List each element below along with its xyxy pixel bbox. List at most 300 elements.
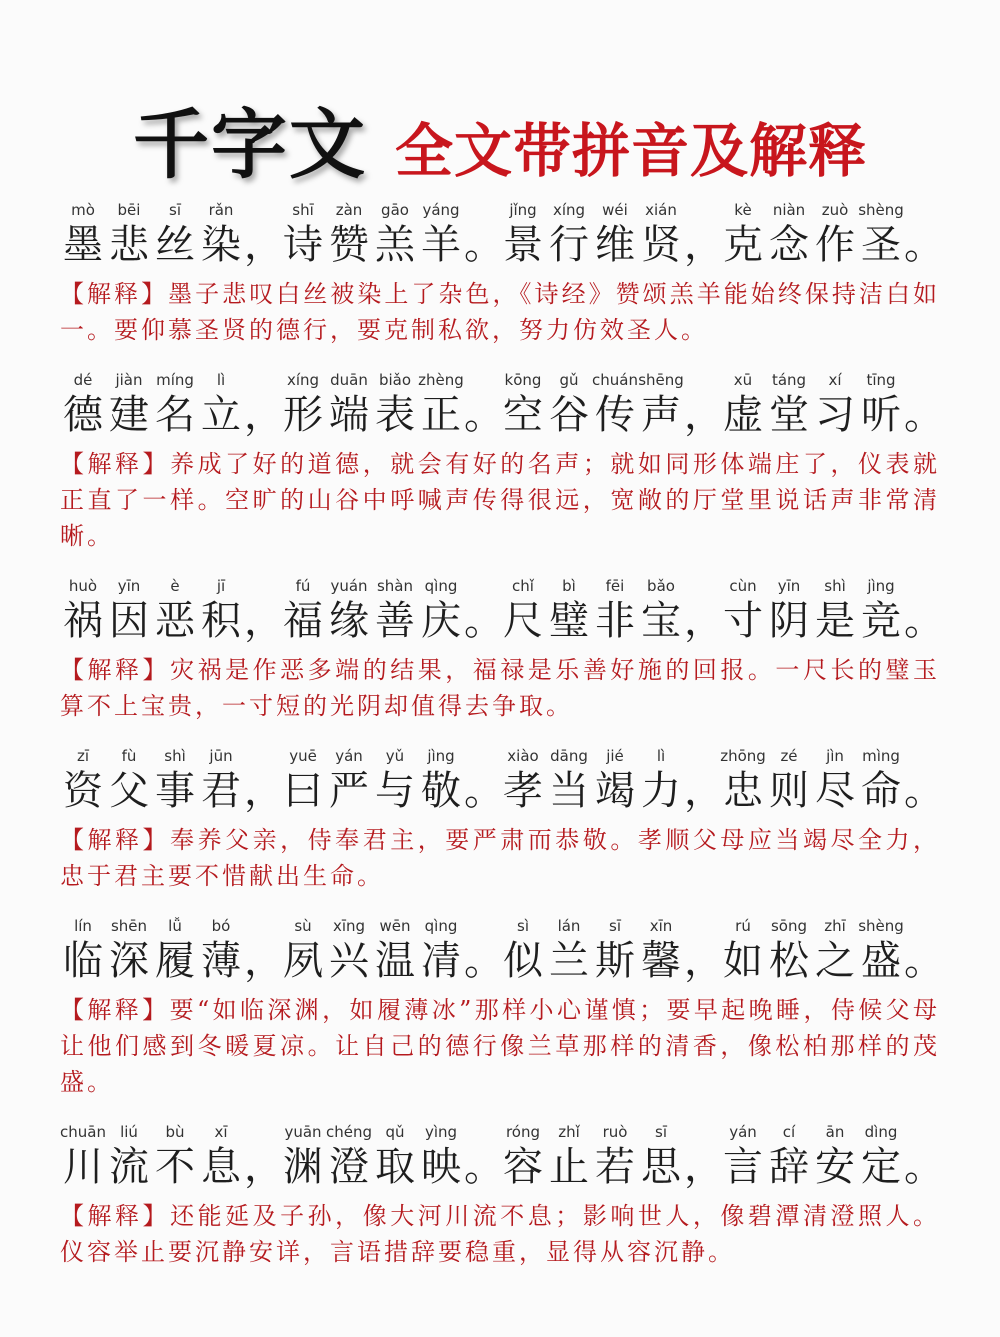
character-with-pinyin: [858, 200, 904, 270]
character-with-pinyin: [500, 370, 546, 440]
pinyin: zhèng: [418, 371, 464, 389]
verse-line: [60, 1118, 944, 1192]
pinyin: yǔ: [385, 747, 405, 765]
verse-sections: [60, 196, 944, 1288]
punctuation: ，: [244, 392, 284, 438]
verse-section: [60, 912, 944, 1100]
verse-phrase: [60, 576, 284, 646]
pinyin: yìng: [424, 1123, 458, 1141]
hanzi: 夙: [283, 938, 323, 984]
title-row: [0, 84, 1000, 193]
hanzi: 严: [329, 768, 369, 814]
character-with-pinyin: [198, 200, 244, 270]
hanzi: 松: [769, 938, 809, 984]
pinyin: rǎn: [208, 201, 234, 219]
pinyin: shàn: [376, 577, 414, 595]
character-with-pinyin: [500, 916, 546, 986]
character-with-pinyin: [106, 370, 152, 440]
pinyin: sù: [294, 917, 312, 935]
hanzi: 流: [109, 1144, 149, 1190]
hanzi: 容: [503, 1144, 543, 1190]
hanzi: 馨: [641, 938, 681, 984]
pinyin: lán: [557, 917, 581, 935]
verse-section: [60, 742, 944, 894]
pinyin: xíng: [552, 201, 586, 219]
character-with-pinyin: [60, 576, 106, 646]
pinyin: yīn: [777, 577, 801, 595]
pinyin: bǎo: [647, 577, 675, 595]
hanzi: 丝: [155, 222, 195, 268]
hanzi: 止: [549, 1144, 589, 1190]
hanzi: 圣: [861, 222, 901, 268]
character-with-pinyin: [326, 370, 372, 440]
hanzi: 形: [283, 392, 323, 438]
hanzi: 温: [375, 938, 415, 984]
hanzi: 名: [155, 392, 195, 438]
character-with-pinyin: [152, 370, 198, 440]
hanzi: 竞: [861, 598, 901, 644]
punctuation: 。: [464, 598, 504, 644]
verse-phrase: [500, 200, 724, 270]
hanzi: 辞: [769, 1144, 809, 1190]
character-with-pinyin: [592, 916, 638, 986]
verse-phrase: [280, 200, 504, 270]
hanzi: 善: [375, 598, 415, 644]
pinyin: jiàn: [115, 371, 143, 389]
verse-phrase: [280, 1122, 504, 1192]
character-with-pinyin: [720, 916, 766, 986]
character-with-pinyin: [766, 916, 812, 986]
verse-phrase: [720, 200, 944, 270]
pinyin: shī: [292, 201, 314, 219]
pinyin: shì: [824, 577, 846, 595]
pinyin: è: [170, 577, 180, 595]
character-with-pinyin: [720, 200, 766, 270]
character-with-pinyin: [198, 746, 244, 816]
verse-phrase: [60, 746, 284, 816]
hanzi: 安: [815, 1144, 855, 1190]
hanzi: 履: [155, 938, 195, 984]
explanation-text: 还能延及子孙，像大河川流不息；影响世人，像碧潭清澄照人。仪容举止要沉静安详，言语措辞要稳重，显得从容沉静。: [60, 1202, 941, 1266]
character-with-pinyin: [638, 746, 684, 816]
pinyin: jī: [216, 577, 226, 595]
character-with-pinyin: [106, 746, 152, 816]
pinyin: huò: [68, 577, 98, 595]
character-with-pinyin: [106, 1122, 152, 1192]
character-with-pinyin: [592, 746, 638, 816]
pinyin: dé: [73, 371, 93, 389]
hanzi: 正: [421, 392, 461, 438]
character-with-pinyin: [812, 200, 858, 270]
hanzi: 空: [503, 392, 543, 438]
character-with-pinyin: [280, 916, 326, 986]
pinyin: fú: [295, 577, 311, 595]
pinyin: yuán: [330, 577, 368, 595]
pinyin: tīng: [866, 371, 896, 389]
character-with-pinyin: [720, 370, 766, 440]
pinyin: bēi: [117, 201, 141, 219]
character-with-pinyin: [280, 370, 326, 440]
character-with-pinyin: [418, 370, 464, 440]
punctuation: 。: [904, 392, 944, 438]
character-with-pinyin: [592, 370, 638, 440]
pinyin: dāng: [550, 747, 588, 765]
pinyin: zhī: [824, 917, 846, 935]
pinyin: ān: [825, 1123, 845, 1141]
character-with-pinyin: [60, 200, 106, 270]
hanzi: 息: [201, 1144, 241, 1190]
character-with-pinyin: [152, 1122, 198, 1192]
pinyin: lì: [216, 371, 226, 389]
pinyin: lì: [656, 747, 666, 765]
character-with-pinyin: [638, 916, 684, 986]
pinyin: liú: [120, 1123, 138, 1141]
pinyin: xiào: [507, 747, 539, 765]
hanzi: 竭: [595, 768, 635, 814]
hanzi: 因: [109, 598, 149, 644]
verse-phrase: [280, 916, 504, 986]
pinyin: shèng: [858, 917, 904, 935]
character-with-pinyin: [766, 1122, 812, 1192]
explanation-tag: 【解释】: [60, 280, 169, 308]
punctuation: 。: [464, 768, 504, 814]
verse-phrase: [280, 746, 504, 816]
character-with-pinyin: [546, 576, 592, 646]
pinyin: fù: [121, 747, 137, 765]
hanzi: 事: [155, 768, 195, 814]
pinyin: sì: [517, 917, 529, 935]
hanzi: 言: [723, 1144, 763, 1190]
explanation: [60, 822, 940, 894]
character-with-pinyin: [546, 916, 592, 986]
punctuation: 。: [464, 222, 504, 268]
hanzi: 临: [63, 938, 103, 984]
verse-phrase: [280, 370, 504, 440]
hanzi: 羊: [421, 222, 461, 268]
pinyin: chéng: [326, 1123, 373, 1141]
verse-line: [60, 572, 944, 646]
pinyin: yīn: [117, 577, 141, 595]
character-with-pinyin: [546, 1122, 592, 1192]
pinyin: gāo: [381, 201, 409, 219]
explanation-text: 灾祸是作恶多端的结果，福禄是乐善好施的回报。一尺长的璧玉算不上宝贵，一寸短的光阴却值得去争取。: [60, 656, 941, 720]
pinyin: chuán: [592, 371, 638, 389]
hanzi: 父: [109, 768, 149, 814]
hanzi: 忠: [723, 768, 763, 814]
verse-section: [60, 196, 944, 348]
character-with-pinyin: [152, 200, 198, 270]
pinyin: wéi: [602, 201, 628, 219]
hanzi: 曰: [283, 768, 323, 814]
pinyin: dìng: [864, 1123, 898, 1141]
character-with-pinyin: [812, 1122, 858, 1192]
hanzi: 谷: [549, 392, 589, 438]
character-with-pinyin: [60, 746, 106, 816]
character-with-pinyin: [720, 746, 766, 816]
pinyin: xíng: [286, 371, 320, 389]
hanzi: 敬: [421, 768, 461, 814]
pinyin: shēng: [638, 371, 684, 389]
hanzi: 取: [375, 1144, 415, 1190]
page-title: 千字文: [132, 100, 367, 189]
punctuation: ，: [244, 598, 284, 644]
hanzi: 染: [201, 222, 241, 268]
hanzi: 尽: [815, 768, 855, 814]
hanzi: 资: [63, 768, 103, 814]
hanzi: 之: [815, 938, 855, 984]
hanzi: 君: [201, 768, 241, 814]
character-with-pinyin: [418, 746, 464, 816]
hanzi: 景: [503, 222, 543, 268]
character-with-pinyin: [326, 576, 372, 646]
pinyin: jìng: [867, 577, 895, 595]
explanation-text: 墨子悲叹白丝被染上了杂色，《诗经》赞颂羔羊能始终保持洁白如一。要仰慕圣贤的德行，要克制私欲，努力仿效圣人。: [60, 280, 940, 344]
pinyin: kè: [734, 201, 752, 219]
pinyin: míng: [156, 371, 194, 389]
verse-phrase: [500, 746, 724, 816]
pinyin: cùn: [729, 577, 757, 595]
character-with-pinyin: [500, 746, 546, 816]
hanzi: 庆: [421, 598, 461, 644]
pinyin: bó: [211, 917, 231, 935]
character-with-pinyin: [418, 576, 464, 646]
hanzi: 祸: [63, 598, 103, 644]
pinyin: jìn: [826, 747, 844, 765]
character-with-pinyin: [418, 1122, 464, 1192]
punctuation: 。: [904, 222, 944, 268]
page-subtitle: 全文带拼音及解释: [394, 117, 867, 185]
character-with-pinyin: [280, 1122, 326, 1192]
punctuation: 。: [464, 938, 504, 984]
verse-phrase: [60, 370, 284, 440]
explanation-text: 养成了好的道德，就会有好的名声；就如同形体端庄了，仪表就正直了一样。空旷的山谷中呼喊声传得很远，宽敞的厅堂里说话声非常清晰。: [60, 450, 941, 550]
hanzi: 克: [723, 222, 763, 268]
verse-section: [60, 1118, 944, 1270]
pinyin: sī: [655, 1123, 667, 1141]
hanzi: 福: [283, 598, 323, 644]
hanzi: 阴: [769, 598, 809, 644]
character-with-pinyin: [152, 576, 198, 646]
explanation-tag: 【解释】: [60, 996, 170, 1024]
character-with-pinyin: [500, 1122, 546, 1192]
hanzi: 积: [201, 598, 241, 644]
pinyin: shēn: [110, 917, 148, 935]
punctuation: 。: [464, 392, 504, 438]
verse-phrase: [720, 746, 944, 816]
pinyin: biǎo: [378, 371, 412, 389]
punctuation: ，: [684, 392, 724, 438]
explanation: [60, 652, 940, 724]
hanzi: 定: [861, 1144, 901, 1190]
character-with-pinyin: [280, 576, 326, 646]
pinyin: jìng: [427, 747, 455, 765]
character-with-pinyin: [812, 576, 858, 646]
character-with-pinyin: [106, 916, 152, 986]
hanzi: 虚: [723, 392, 763, 438]
hanzi: 听: [861, 392, 901, 438]
character-with-pinyin: [812, 746, 858, 816]
pinyin: duān: [330, 371, 368, 389]
hanzi: 贤: [641, 222, 681, 268]
character-with-pinyin: [546, 746, 592, 816]
hanzi: 璧: [549, 598, 589, 644]
verse-line: [60, 912, 944, 986]
pinyin: sī: [169, 201, 181, 219]
pinyin: yán: [335, 747, 363, 765]
pinyin: ruò: [602, 1123, 628, 1141]
hanzi: 德: [63, 392, 103, 438]
pinyin: zhǐ: [558, 1123, 580, 1141]
hanzi: 映: [421, 1144, 461, 1190]
character-with-pinyin: [418, 200, 464, 270]
hanzi: 若: [595, 1144, 635, 1190]
pinyin: mìng: [862, 747, 900, 765]
pinyin: gǔ: [559, 371, 579, 389]
character-with-pinyin: [500, 200, 546, 270]
hanzi: 兰: [549, 938, 589, 984]
pinyin: zhōng: [720, 747, 766, 765]
hanzi: 深: [109, 938, 149, 984]
pinyin: zī: [76, 747, 90, 765]
character-with-pinyin: [766, 576, 812, 646]
verse-phrase: [500, 370, 724, 440]
verse-phrase: [500, 576, 724, 646]
explanation-tag: 【解释】: [60, 450, 171, 478]
character-with-pinyin: [500, 576, 546, 646]
character-with-pinyin: [372, 1122, 418, 1192]
character-with-pinyin: [198, 1122, 244, 1192]
explanation: [60, 276, 940, 348]
explanation-tag: 【解释】: [60, 656, 171, 684]
hanzi: 盛: [861, 938, 901, 984]
pinyin: xīn: [649, 917, 673, 935]
verse-line: [60, 196, 944, 270]
explanation: [60, 1198, 940, 1270]
hanzi: 宝: [641, 598, 681, 644]
character-with-pinyin: [858, 576, 904, 646]
explanation-text: 要“如临深渊，如履薄冰”那样小心谨慎；要早起晚睡，侍候父母让他们感到冬暖夏凉。让自己的德行像兰草那样的清香，像松柏那样的茂盛。: [60, 996, 940, 1096]
hanzi: 孝: [503, 768, 543, 814]
explanation-tag: 【解释】: [60, 826, 171, 854]
pinyin: qìng: [424, 577, 458, 595]
pinyin: wēn: [379, 917, 411, 935]
verse-phrase: [720, 1122, 944, 1192]
hanzi: 川: [63, 1144, 103, 1190]
character-with-pinyin: [280, 746, 326, 816]
hanzi: 维: [595, 222, 635, 268]
pinyin: chuān: [60, 1123, 106, 1141]
character-with-pinyin: [812, 370, 858, 440]
punctuation: ，: [684, 768, 724, 814]
hanzi: 渊: [283, 1144, 323, 1190]
character-with-pinyin: [326, 200, 372, 270]
hanzi: 传: [595, 392, 635, 438]
pinyin: niàn: [772, 201, 806, 219]
verse-line: [60, 366, 944, 440]
pinyin: jié: [606, 747, 624, 765]
punctuation: ，: [684, 938, 724, 984]
hanzi: 念: [769, 222, 809, 268]
character-with-pinyin: [858, 370, 904, 440]
hanzi: 当: [549, 768, 589, 814]
verse-phrase: [720, 370, 944, 440]
pinyin: lǚ: [168, 917, 182, 935]
verse-section: [60, 572, 944, 724]
hanzi: 兴: [329, 938, 369, 984]
character-with-pinyin: [766, 746, 812, 816]
hanzi: 行: [549, 222, 589, 268]
verse-section: [60, 366, 944, 554]
pinyin: zuò: [821, 201, 849, 219]
hanzi: 尺: [503, 598, 543, 644]
character-with-pinyin: [418, 916, 464, 986]
verse-phrase: [280, 576, 504, 646]
character-with-pinyin: [766, 200, 812, 270]
pinyin: xū: [733, 371, 753, 389]
character-with-pinyin: [858, 1122, 904, 1192]
punctuation: 。: [904, 1144, 944, 1190]
character-with-pinyin: [106, 576, 152, 646]
character-with-pinyin: [720, 1122, 766, 1192]
character-with-pinyin: [858, 746, 904, 816]
punctuation: ，: [684, 222, 724, 268]
pinyin: xīng: [332, 917, 366, 935]
pinyin: qìng: [424, 917, 458, 935]
hanzi: 诗: [283, 222, 323, 268]
explanation: [60, 992, 940, 1100]
hanzi: 与: [375, 768, 415, 814]
pinyin: zé: [780, 747, 798, 765]
character-with-pinyin: [326, 916, 372, 986]
character-with-pinyin: [326, 746, 372, 816]
character-with-pinyin: [638, 200, 684, 270]
character-with-pinyin: [152, 916, 198, 986]
hanzi: 力: [641, 768, 681, 814]
pinyin: yuē: [289, 747, 317, 765]
verse-phrase: [60, 916, 284, 986]
hanzi: 是: [815, 598, 855, 644]
verse-phrase: [500, 1122, 724, 1192]
pinyin: xī: [214, 1123, 228, 1141]
pinyin: sōng: [770, 917, 808, 935]
pinyin: fēi: [605, 577, 625, 595]
character-with-pinyin: [326, 1122, 372, 1192]
punctuation: ，: [244, 1144, 284, 1190]
pinyin: mò: [71, 201, 95, 219]
hanzi: 作: [815, 222, 855, 268]
hanzi: 缘: [329, 598, 369, 644]
hanzi: 似: [503, 938, 543, 984]
explanation: [60, 446, 940, 554]
character-with-pinyin: [372, 746, 418, 816]
verse-phrase: [60, 200, 284, 270]
pinyin: kōng: [504, 371, 542, 389]
hanzi: 墨: [63, 222, 103, 268]
character-with-pinyin: [280, 200, 326, 270]
hanzi: 如: [723, 938, 763, 984]
hanzi: 不: [155, 1144, 195, 1190]
pinyin: cí: [782, 1123, 796, 1141]
hanzi: 薄: [201, 938, 241, 984]
punctuation: ，: [684, 598, 724, 644]
verse-phrase: [720, 916, 944, 986]
character-with-pinyin: [638, 576, 684, 646]
pinyin: jūn: [209, 747, 233, 765]
hanzi: 羔: [375, 222, 415, 268]
character-with-pinyin: [592, 576, 638, 646]
character-with-pinyin: [198, 370, 244, 440]
verse-line: [60, 742, 944, 816]
